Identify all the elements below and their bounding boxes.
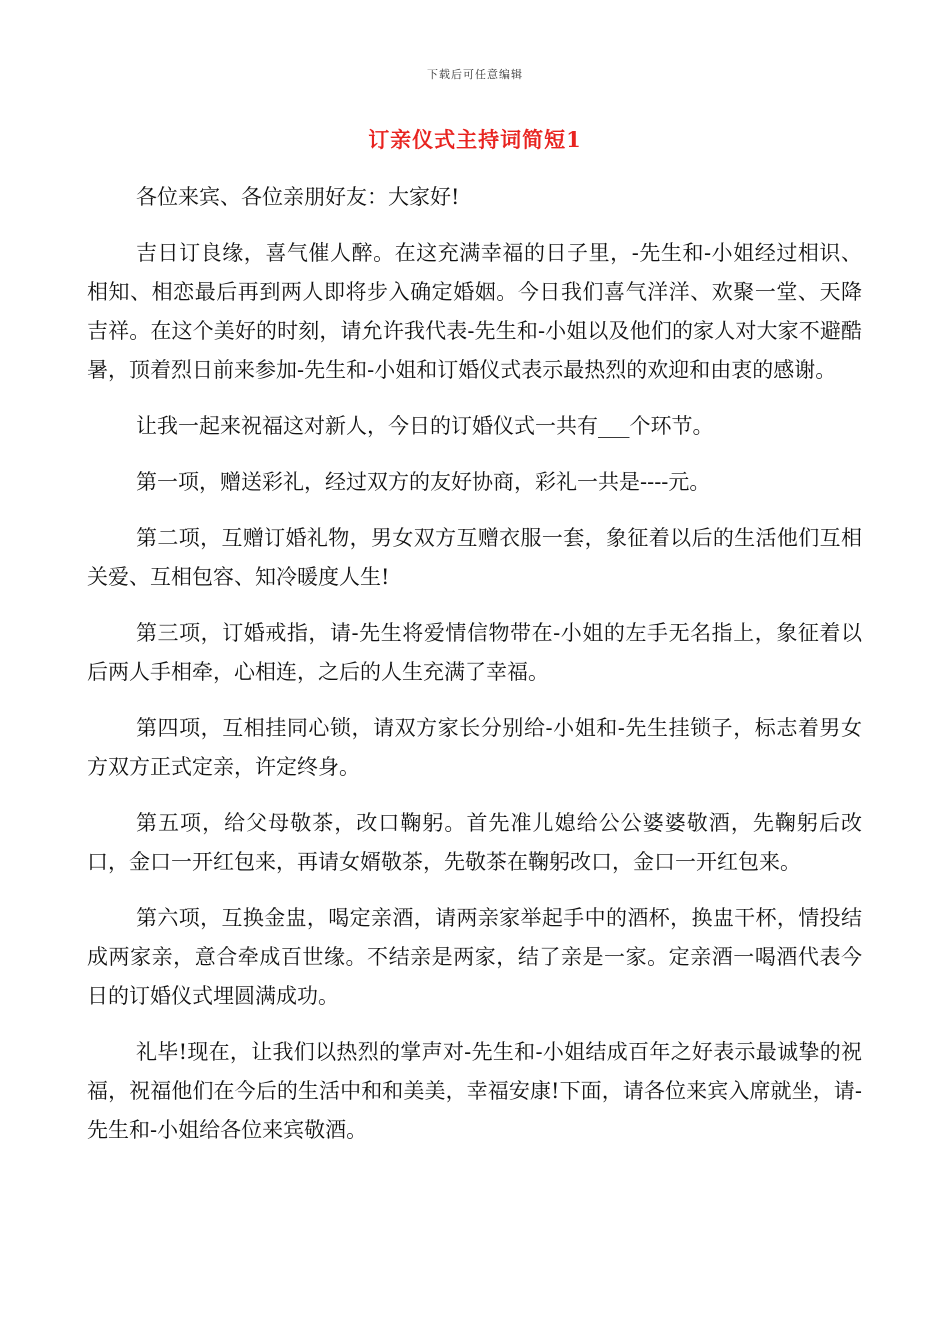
paragraph-step-3: 第三项，订婚戒指，请-先生将爱情信物带在-小姐的左手无名指上，象征着以后两人手相牵，心相连，之后的人生充满了幸福。 — [87, 621, 862, 684]
paragraph-step-6: 第六项，互换金盅，喝定亲酒，请两亲家举起手中的酒杯，换盅干杯，情投结成两家亲，意合牵成百世缘。不结亲是两家，结了亲是一家。定亲酒一喝酒代表今日的订婚仪式埋圆满成功。 — [87, 906, 862, 1008]
header-note: 下载后可任意编辑 — [427, 68, 523, 81]
paragraph-opening: 吉日订良缘，喜气催人醉。在这充满幸福的日子里，-先生和-小姐经过相识、相知、相恋最后再到两人即将步入确定婚姻。今日我们喜气洋洋、欢聚一堂、天降吉祥。在这个美好的时刻，请允许我代表-先生和-小姐以及他们的家人对大家不避酷暑，顶着烈日前来参加-先生和-小姐和订婚仪式表示最热烈的欢迎和由衷的感谢。 — [87, 241, 862, 382]
paragraph-step-1: 第一项，赠送彩礼，经过双方的友好协商，彩礼一共是----元。 — [136, 470, 711, 494]
document-body — [87, 178, 862, 1167]
paragraph-step-4: 第四项，互相挂同心锁，请双方家长分别给-小姐和-先生挂锁子，标志着男女方双方正式定亲，许定终身。 — [87, 716, 862, 779]
paragraph-step-2: 第二项，互赠订婚礼物，男女双方互赠衣服一套，象征着以后的生活他们互相关爱、互相包容、知冷暖度人生! — [87, 526, 862, 589]
paragraph-closing: 礼毕!现在，让我们以热烈的掌声对-先生和-小姐结成百年之好表示最诚挚的祝福，祝福他们在今后的生活中和和美美，幸福安康!下面，请各位来宾入席就坐，请-先生和-小姐给各位来宾敬酒。 — [87, 1040, 862, 1142]
paragraph-step-5: 第五项，给父母敬茶，改口鞠躬。首先准儿媳给公公婆婆敬酒，先鞠躬后改口，金口一开红包来，再请女婿敬茶，先敬茶在鞠躬改口，金口一开红包来。 — [87, 811, 862, 874]
document-title: 订亲仪式主持词简短1 — [368, 127, 582, 152]
paragraph-agenda-intro: 让我一起来祝福这对新人，今日的订婚仪式一共有___个环节。 — [136, 414, 714, 438]
paragraph-greeting: 各位来宾、各位亲朋好友：大家好! — [136, 185, 460, 209]
